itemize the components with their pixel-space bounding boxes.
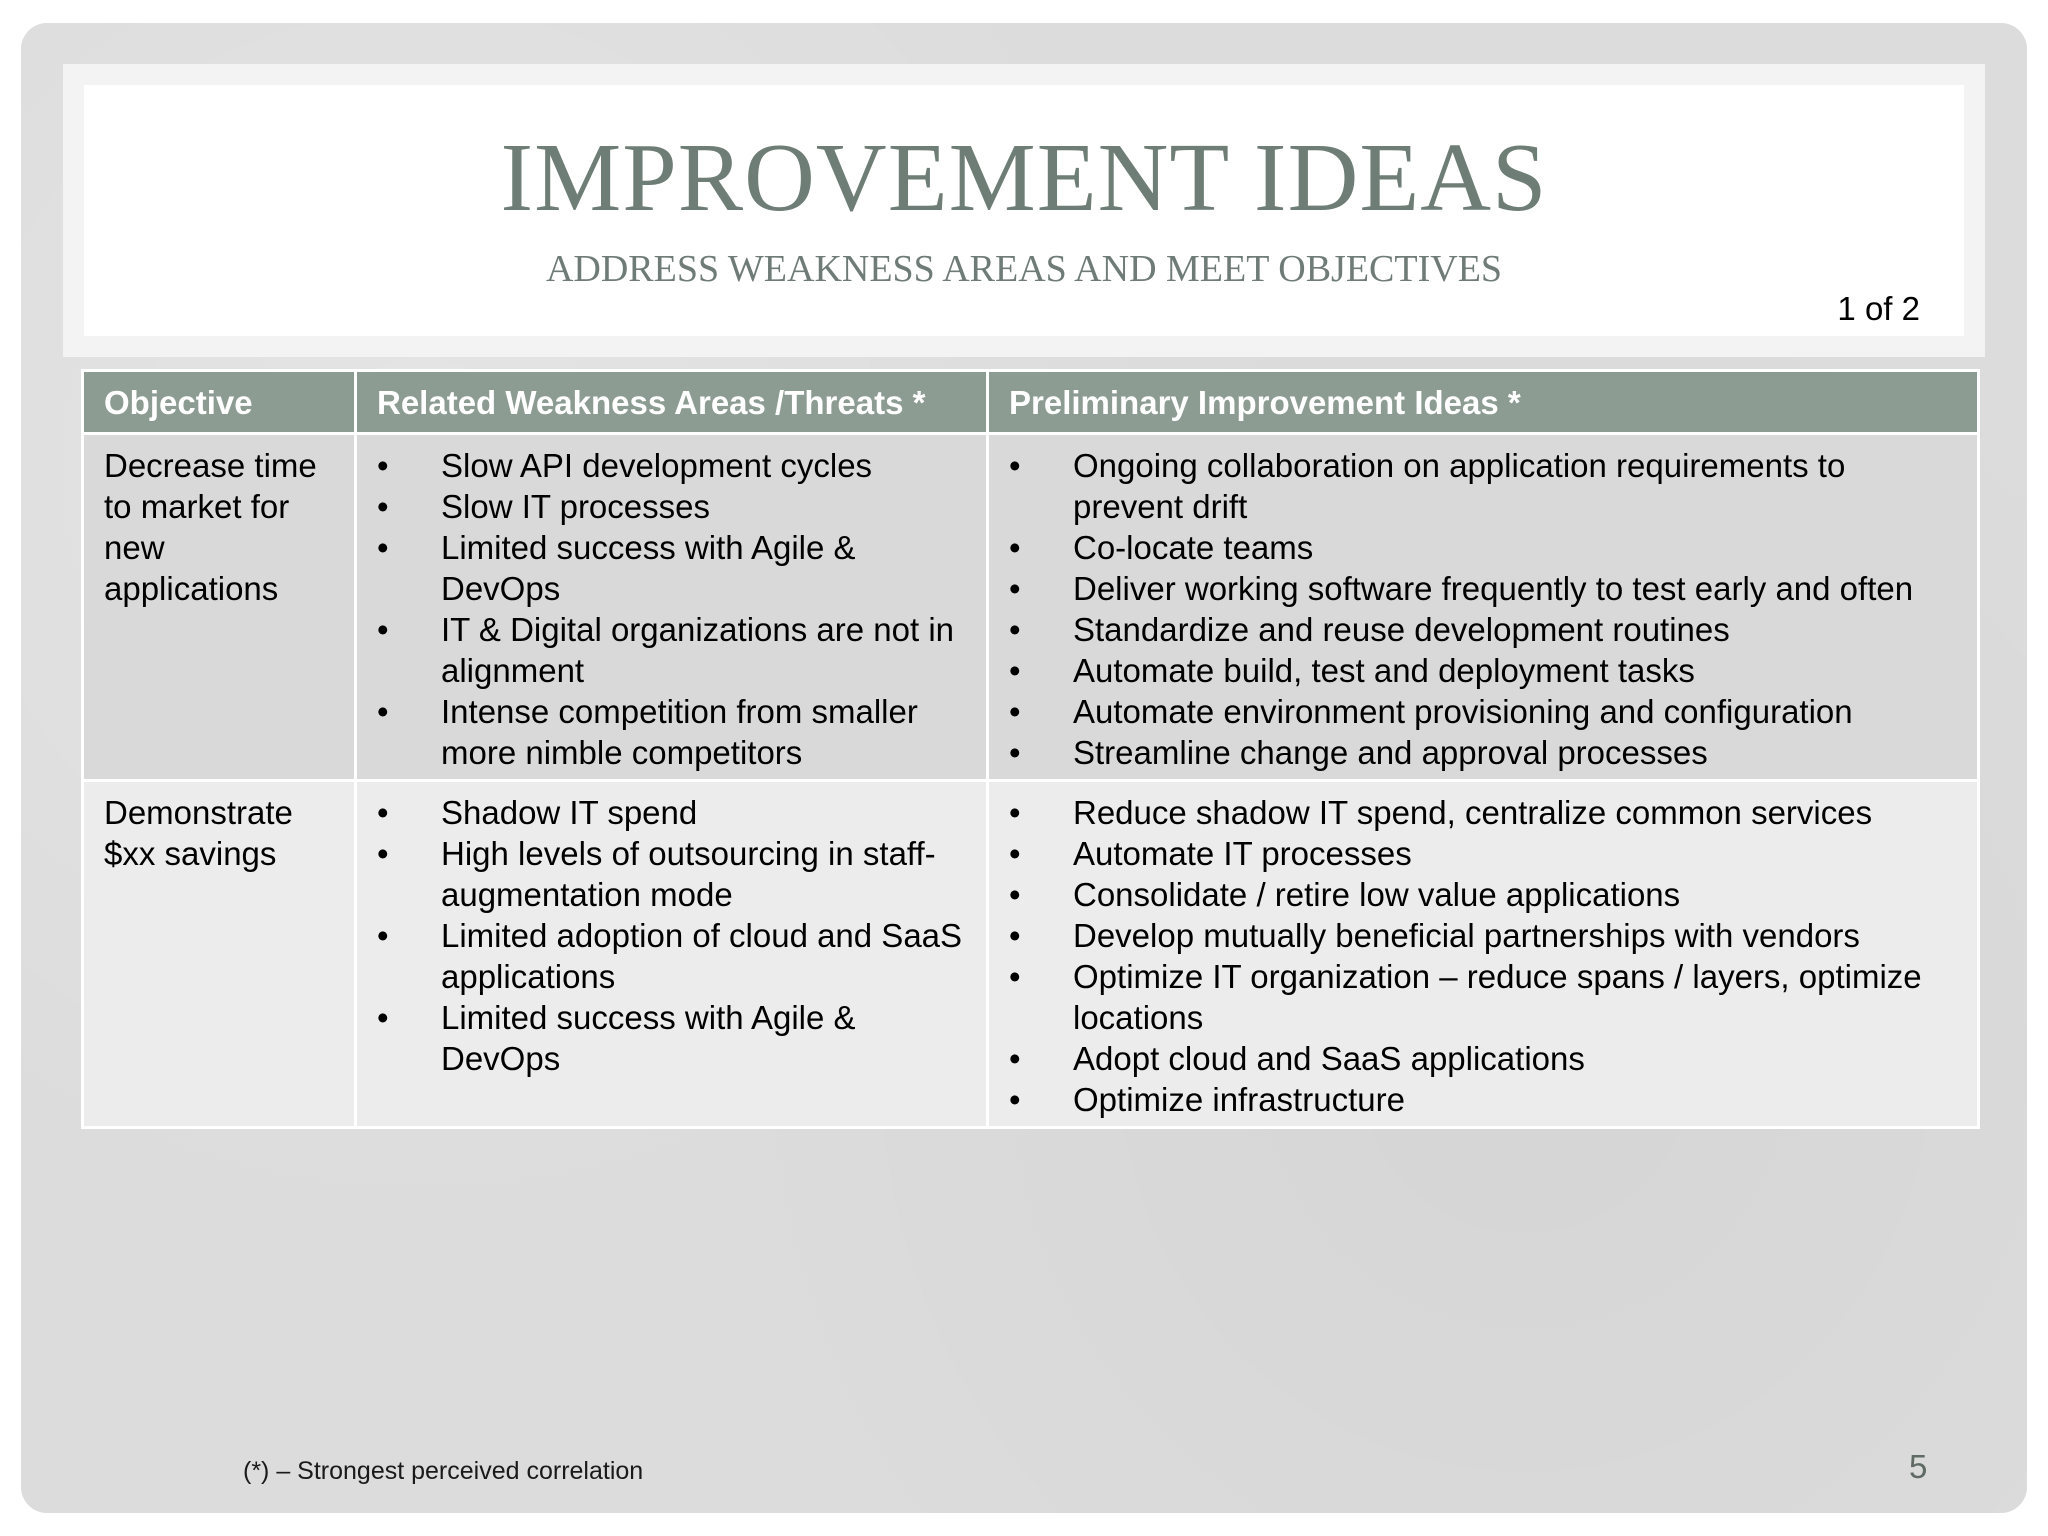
list-item	[377, 792, 966, 833]
list-item	[1009, 956, 1957, 1038]
list-item	[1009, 874, 1957, 915]
list-item-text: Limited success with Agile & DevOps	[441, 529, 856, 607]
footnote: (*) – Strongest perceived correlation	[243, 1457, 644, 1485]
list-item	[377, 609, 966, 691]
list-item-text: Automate IT processes	[1073, 835, 1412, 872]
bullet-icon: •	[377, 794, 389, 831]
weakness-list	[377, 445, 966, 773]
list-item	[377, 445, 966, 486]
bullet-icon: •	[1009, 1040, 1021, 1077]
header-objective: Objective	[83, 371, 356, 434]
list-item	[1009, 915, 1957, 956]
list-item	[377, 527, 966, 609]
list-item	[1009, 691, 1957, 732]
list-item-text: Reduce shadow IT spend, centralize common services	[1073, 794, 1873, 831]
bullet-icon: •	[1009, 734, 1021, 771]
bullet-icon: •	[1009, 835, 1021, 872]
bullet-icon: •	[377, 529, 389, 566]
bullet-icon: •	[1009, 1081, 1021, 1118]
bullet-icon: •	[1009, 570, 1021, 607]
bullet-icon: •	[1009, 447, 1021, 484]
list-item-text: Ongoing collaboration on application requirements to prevent drift	[1073, 447, 1846, 525]
bullet-icon: •	[377, 447, 389, 484]
list-item-text: Limited adoption of cloud and SaaS applications	[441, 917, 963, 995]
improvement-table	[81, 369, 1980, 1129]
ideas-cell	[988, 781, 1979, 1128]
list-item	[377, 915, 966, 997]
bullet-icon: •	[377, 488, 389, 525]
list-item-text: Automate environment provisioning and configuration	[1073, 693, 1853, 730]
slide-number: 5	[1909, 1448, 1928, 1485]
list-item	[1009, 833, 1957, 874]
list-item	[1009, 732, 1957, 773]
list-item-text: IT & Digital organizations are not in alignment	[441, 611, 954, 689]
page-indicator: 1 of 2	[1837, 290, 1920, 327]
bullet-icon: •	[1009, 876, 1021, 913]
ideas-list	[1009, 792, 1957, 1120]
bullet-icon: •	[1009, 529, 1021, 566]
list-item-text: Intense competition from smaller more nimble competitors	[441, 693, 918, 771]
list-item-text: Co-locate teams	[1073, 529, 1314, 566]
list-item-text: Slow IT processes	[441, 488, 710, 525]
slide-title: IMPROVEMENT IDEAS	[500, 124, 1548, 232]
table-row	[83, 434, 1979, 781]
list-item	[377, 997, 966, 1079]
bullet-icon: •	[1009, 794, 1021, 831]
list-item	[377, 691, 966, 773]
header-improvement-ideas: Preliminary Improvement Ideas *	[988, 371, 1979, 434]
list-item	[1009, 527, 1957, 568]
ideas-cell	[988, 434, 1979, 781]
bullet-icon: •	[1009, 652, 1021, 689]
list-item	[1009, 792, 1957, 833]
list-item-text: Optimize infrastructure	[1073, 1081, 1405, 1118]
bullet-icon: •	[377, 611, 389, 648]
weakness-list	[377, 792, 966, 1079]
list-item-text: Streamline change and approval processes	[1073, 734, 1708, 771]
list-item	[1009, 1038, 1957, 1079]
list-item	[1009, 650, 1957, 691]
weakness-cell	[356, 781, 988, 1128]
bullet-icon: •	[377, 835, 389, 872]
list-item	[377, 833, 966, 915]
list-item-text: Develop mutually beneficial partnerships with vendors	[1073, 917, 1860, 954]
list-item-text: Standardize and reuse development routines	[1073, 611, 1730, 648]
list-item-text: Deliver working software frequently to test early and often	[1073, 570, 1914, 607]
header-weakness-areas: Related Weakness Areas /Threats *	[356, 371, 988, 434]
list-item-text: Consolidate / retire low value applications	[1073, 876, 1681, 913]
weakness-cell	[356, 434, 988, 781]
list-item-text: Limited success with Agile & DevOps	[441, 999, 856, 1077]
list-item	[377, 486, 966, 527]
list-item	[1009, 1079, 1957, 1120]
bullet-icon: •	[1009, 958, 1021, 995]
list-item-text: Optimize IT organization – reduce spans / layers, optimize locations	[1073, 958, 1922, 1036]
list-item-text: High levels of outsourcing in staff-augmentation mode	[441, 835, 936, 913]
bullet-icon: •	[377, 999, 389, 1036]
bullet-icon: •	[1009, 693, 1021, 730]
table-header-row	[83, 371, 1979, 434]
bullet-icon: •	[1009, 917, 1021, 954]
slide-subtitle: ADDRESS WEAKNESS AREAS AND MEET OBJECTIVES	[545, 248, 1503, 290]
bullet-icon: •	[377, 917, 389, 954]
objective-cell: Decrease time to market for new applications	[83, 434, 356, 781]
list-item	[1009, 445, 1957, 527]
list-item	[1009, 609, 1957, 650]
table-row	[83, 781, 1979, 1128]
ideas-list	[1009, 445, 1957, 773]
list-item	[1009, 568, 1957, 609]
bullet-icon: •	[377, 693, 389, 730]
bullet-icon: •	[1009, 611, 1021, 648]
list-item-text: Shadow IT spend	[441, 794, 698, 831]
objective-cell: Demonstrate $xx savings	[83, 781, 356, 1128]
list-item-text: Automate build, test and deployment tasks	[1073, 652, 1695, 689]
list-item-text: Adopt cloud and SaaS applications	[1073, 1040, 1585, 1077]
list-item-text: Slow API development cycles	[441, 447, 873, 484]
